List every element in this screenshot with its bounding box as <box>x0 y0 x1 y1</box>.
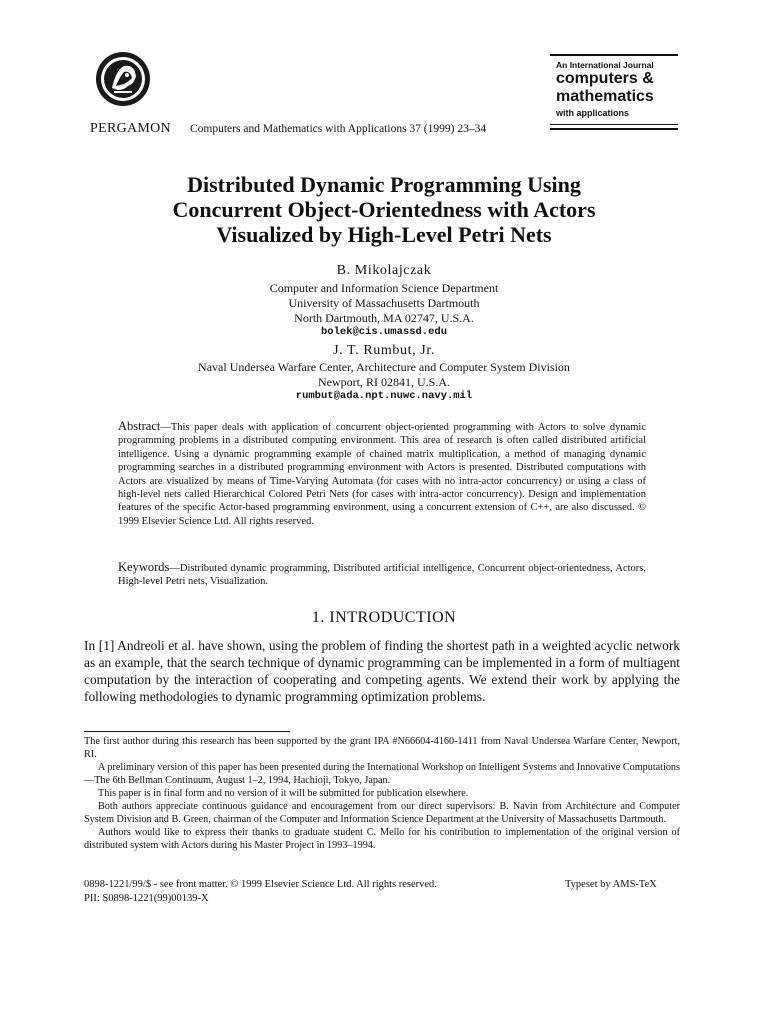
keywords <box>118 561 646 589</box>
pii-line: PII: S0898-1221(99)00139-X <box>84 893 209 904</box>
keywords-text: —Distributed dynamic programming, Distributed artificial intelligence, Concurrent object-orientedness, Actors, High-level Petri nets, Visualization. <box>118 563 646 588</box>
author-name: B. Mikolajczak <box>336 263 432 278</box>
footnote: Authors would like to express their thanks to graduate student C. Mello for his contribution to implementation of the original version of distributed system with Actors during his Master Project in 1993–1994. <box>84 827 680 851</box>
journal-name-line2: mathematics <box>556 88 654 105</box>
author-affiliation: North Dartmouth, MA 02747, U.S.A. <box>294 311 474 325</box>
introduction-paragraph: In [1] Andreoli et al. have shown, using the problem of finding the shortest path in a weighted acyclic network as an example, that the search technique of dynamic programming can be implemented in a form of multiagent computation by the interaction of cooperating and competing agents. We extend their work by applying the following methodologies to dynamic programming optimization problems. <box>84 638 680 704</box>
title-line: Distributed Dynamic Programming Using <box>187 172 581 197</box>
footnotes <box>84 735 680 852</box>
keywords-label: Keywords <box>118 560 170 574</box>
footnote: Both authors appreciate continuous guidance and encouragement from our direct supervisors: B. Navin from Architecture and Computer System Division and B. Green, chairman of the Computer and Information Science Department at the University of Massachusetts Dartmouth. <box>84 801 680 825</box>
journal-rule-top <box>550 54 678 56</box>
journal-citation: Computers and Mathematics with Applications 37 (1999) 23–34 <box>190 123 487 135</box>
abstract-label: Abstract <box>118 419 161 433</box>
journal-rule-bottom-thin <box>550 124 678 125</box>
section-heading: 1. INTRODUCTION <box>311 609 457 626</box>
footnote: The first author during this research has been supported by the grant IPA #N66604-4160-1411 from Naval Undersea Warfare Center, Newport, RI. <box>84 736 680 760</box>
journal-subtitle: with applications <box>556 108 630 118</box>
title-line: Visualized by High-Level Petri Nets <box>216 222 552 247</box>
journal-label: An International Journal <box>556 60 654 70</box>
journal-name-line1: computers & <box>556 70 654 87</box>
elsevier-tree-seal-icon <box>94 50 152 108</box>
typeset-note: Typeset by AMS-TeX <box>565 879 657 890</box>
author-affiliation: Naval Undersea Warfare Center, Architecture and Computer System Division <box>198 360 570 374</box>
footnote: This paper is in final form and no version of it will be submitted for publication elsewhere. <box>98 788 469 799</box>
abstract-text: —This paper deals with application of concurrent object-oriented programming with Actors to solve dynamic programming problems in a distributed computing environment. This area of research is often called distributed artificial intelligence. Using a dynamic programming example of chained matrix multiplication, a method of managing dynamic programming searches in a distributed programming environment with Actors is presented. Distributed computations with Actors are visualized by means of Time-Varying Automata (for cases with no intra-actor concurrency) or using a class of high-level nets called Hierarchical Colored Petri Nets (for cases with intra-actor concurrency). Design and implementation features of the specific Actor-based programming environment, using a concurrent extension of C++, are also discussed. © 1999 Elsevier Science Ltd. All rights reserved. <box>118 422 646 527</box>
publisher-name: PERGAMON <box>90 121 171 136</box>
journal-rule-bottom-thick <box>550 128 678 130</box>
author-email: rumbut@ada.npt.nuwc.navy.mil <box>295 390 473 402</box>
author-email: bolek@cis.umassd.edu <box>320 326 448 338</box>
author-affiliation: University of Massachusetts Dartmouth <box>288 296 480 310</box>
abstract <box>118 420 646 528</box>
author-affiliation: Newport, RI 02841, U.S.A. <box>318 375 450 389</box>
paper-title <box>0 172 768 247</box>
footnote-rule <box>84 731 290 732</box>
author-name: J. T. Rumbut, Jr. <box>333 343 435 358</box>
title-line: Concurrent Object-Orientedness with Actors <box>172 197 596 222</box>
author-affiliation: Computer and Information Science Department <box>269 281 499 295</box>
issn-line: 0898-1221/99/$ - see front matter. © 1999 Elsevier Science Ltd. All rights reserved. <box>84 879 437 890</box>
footnote: A preliminary version of this paper has been presented during the International Workshop on Intelligent Systems and Innovative Computations—The 6th Bellman Continuum, August 1–2, 1994, Hachioji, Tokyo, Japan. <box>84 762 680 786</box>
